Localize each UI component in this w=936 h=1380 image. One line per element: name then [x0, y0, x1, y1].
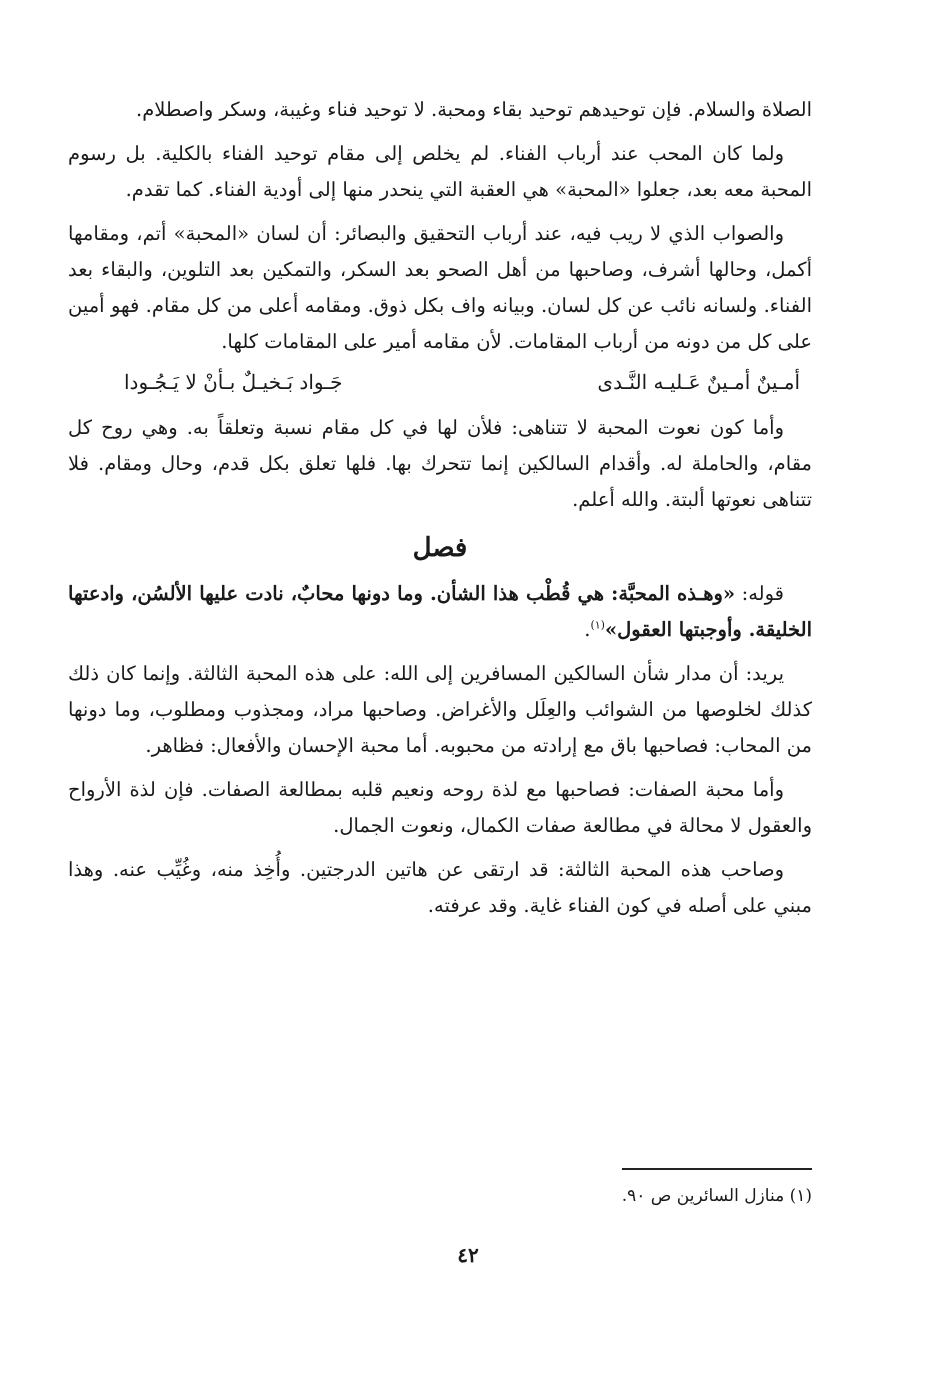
poetry-verse	[68, 364, 812, 400]
quoted-text: «وهـذه المحبَّة: هي قُطْب هذا الشأن. وما دونها محابٌ، نادت عليها الألسُن، وادعتها الخليقة. وأوجبتها العقول»	[68, 582, 812, 641]
paragraph-1: الصلاة والسلام. فإن توحيدهم توحيد بقاء ومحبة. لا توحيد فناء وغيبة، وسكر واصطلام.	[136, 98, 812, 121]
paragraph-7: وصاحب هذه المحبة الثالثة: قد ارتقى عن هاتين الدرجتين. وأُخِذ منه، وغُيِّب عنه. وهذا مبني على أصله في كون الفناء غاية. وقد عرفته.	[68, 858, 812, 917]
paragraph-3: والصواب الذي لا ريب فيه، عند أرباب التحقيق والبصائر: أن لسان «المحبة» أتم، ومقامها أكمل، وحالها أشرف، وصاحبها من أهل الصحو بعد السكر، والتمكين بعد التلوين، والبقاء بعد الفناء. ولسانه نائب عن كل لسان. وبيانه واف بكل ذوق. ومقامه أعلى من كل مقام. فهو أمين على كل من دونه من أرباب المقامات. لأن مقامه أمير على المقامات كلها.	[68, 222, 812, 353]
page-number: ٤٢	[457, 1243, 479, 1267]
footnote-divider	[622, 1168, 812, 1170]
section-heading: فصل	[412, 533, 468, 563]
quote-intro: قوله:	[735, 582, 784, 605]
page-body	[68, 92, 812, 932]
paragraph-6: وأما محبة الصفات: فصاحبها مع لذة روحه ونعيم قلبه بمطالعة الصفات. فإن لذة الأرواح والعقول لا محالة في مطالعة صفات الكمال، ونعوت الجمال.	[68, 778, 812, 837]
quote-paragraph	[68, 576, 812, 648]
verse-second-hemistich: جَـواد بَـخيـلٌ بـأنْ لا يَـجُـودا	[124, 370, 343, 394]
paragraph-5: يريد: أن مدار شأن السالكين المسافرين إلى الله: على هذه المحبة الثالثة. وإنما كان ذلك كذلك لخلوصها من الشوائب والعِلَل والأغراض. وصاحبها مراد، ومجذوب ومطلوب، وما دونها من المحاب: فصاحبها باق مع إرادته من محبوبه. أما محبة الإحسان والأفعال: فظاهر.	[68, 662, 812, 757]
quote-end: .	[584, 618, 591, 641]
paragraph-4: وأما كون نعوت المحبة لا تتناهى: فلأن لها في كل مقام نسبة وتعلقاً به. وهي روح كل مقام، والحاملة له. وأقدام السالكين إنما تتحرك بها. فلها تعلق بكل قدم، وحال ومقام. فلا تتناهى نعوتها ألبتة. والله أعلم.	[68, 416, 812, 511]
footnote: (١) منازل السائرين ص ٩٠.	[621, 1186, 812, 1206]
footnote-marker: (١)	[590, 618, 605, 632]
verse-first-hemistich: أمـينٌ أمـينٌ عَـليـه النَّـدى	[597, 370, 800, 394]
paragraph-2: ولما كان المحب عند أرباب الفناء. لم يخلص إلى مقام توحيد الفناء بالكلية. بل رسوم المحبة معه بعد، جعلوا «المحبة» هي العقبة التي ينحدر منها إلى أودية الفناء. كما تقدم.	[68, 142, 812, 201]
